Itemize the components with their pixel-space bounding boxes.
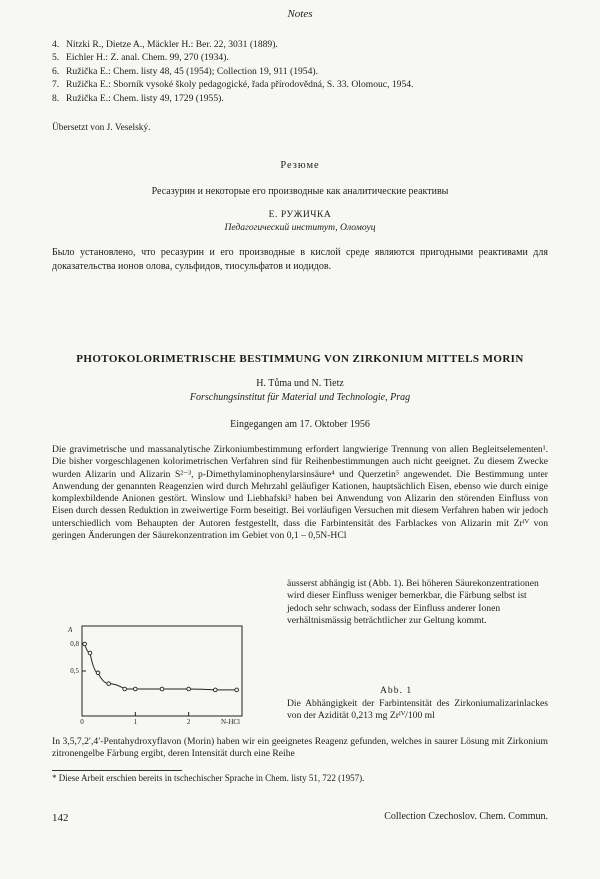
reference-item: 6. Ružička E.: Chem. listy 48, 45 (1954); Collection 19, 911 (1954). — [52, 65, 318, 77]
reference-list — [52, 38, 562, 105]
x-tick-label: 1 — [133, 718, 138, 726]
reference-item: 4. Nitzki R., Dietze A., Mäckler H.: Ber. 22, 3031 (1889). — [52, 39, 278, 50]
body-paragraph-2: In 3,5,7,2′,4′-Pentahydroxyflavon (Morin) haben wir ein geeignetes Reagenz gefunden, welches in saurer Lösung mit Zirkonium zitronengelbe Färbung ergibt, deren Intensität durch eine Reihe — [52, 736, 548, 760]
data-point — [160, 687, 164, 691]
y-axis-label: A — [68, 626, 73, 634]
summary-title: Ресазурин и некоторые его производные как аналитические реактивы — [151, 186, 449, 197]
data-point — [107, 682, 111, 686]
body-paragraph-1-continued: äusserst abhängig ist (Abb. 1). Bei höheren Säurekonzentrationen wird dieser Einfluss weniger bemerkbar, die Färbung selbst ist jedoch sehr schwach, sodass der Einfluss anderer Ionen verhältnismässig beträchtlicher zur Geltung kommt. — [287, 578, 539, 626]
data-point — [134, 687, 138, 691]
reference-item: 7. Ružička E.: Sborník vysoké školy pedagogické, řada přírodovědná, S. 33. Olomouc, 1954. — [52, 79, 414, 91]
footnote: * Diese Arbeit erschien bereits in tschechischer Sprache in Chem. listy 51, 722 (1957). — [52, 773, 365, 783]
reference-item: 5. Eichler H.: Z. anal. Chem. 99, 270 (1934). — [52, 52, 229, 64]
running-header: Notes — [287, 8, 313, 20]
article-authors: H. Tůma und N. Tietz — [256, 378, 344, 389]
data-point — [187, 687, 191, 691]
summary-heading: Резюме — [280, 160, 320, 171]
chart-svg — [52, 618, 252, 726]
journal-name: Collection Czechoslov. Chem. Commun. — [384, 811, 548, 822]
article-title: PHOTOKOLORIMETRISCHE BESTIMMUNG VON ZIRKONIUM MITTELS MORIN — [76, 353, 524, 365]
x-axis-label: N-HCl — [220, 718, 240, 726]
data-point — [83, 642, 87, 646]
x-tick-label: 0 — [80, 718, 84, 726]
body-paragraph-1: Die gravimetrische und massanalytische Zirkoniumbestimmung erfordert langwierige Trennung von allen Begleitselementen¹. Die bisher vorgeschlagenen kolorimetrischen Verfahren sind für Reihenbestimmungen auch nicht geeignet. Zu diesem Zwecke wurden Alizarin und Alizarin S²⁻³, p-Dimethylaminophenylarsinsäure⁴ und Querzetin⁵ angewendet. Die Bestimmung unter Anwendung der genannten Reagenzien wird durch Mehrzahl geläufiger Kationen, hauptsächlich Eisen, ebenso wie durch einige komplexbildende Anionen gestört. Winslow und Liebhafski³ haben bei Anwendung von Alizarin den störenden Einfluss von Eisen durch dessen Reduktion in zweiwertige Form beseitigt. Bei vorläufigen Versuchen mit diesem Verfahren haben wir jedoch unterschiedlich vom Behaupten der Autoren festgestellt, dass die Farbintensität des Farblackes von Alizarin mit Zrᴵⱽ von geringen Änderungen der Säurekonzentration im Gebiet von 0,1 – 0,5N-HCl — [52, 444, 548, 541]
data-point — [214, 688, 218, 692]
figure-1-chart — [52, 618, 252, 726]
page-number: 142 — [52, 812, 69, 824]
summary-author: Е. РУЖИЧКА — [268, 209, 332, 220]
reference-item: 8. Ružička E.: Chem. listy 49, 1729 (1955). — [52, 92, 224, 104]
y-tick-label: 0,5 — [70, 667, 79, 675]
summary-institute: Педагогический институт, Оломоуц — [224, 222, 376, 233]
footnote-rule — [52, 770, 182, 771]
y-tick-label: 0,8 — [70, 640, 79, 648]
translator-note: Übersetzt von J. Veselský. — [52, 123, 151, 133]
data-point — [88, 651, 92, 655]
data-point — [235, 688, 239, 692]
summary-body: Было установлено, что ресазурин и его производные в кислой среде являются пригодными реактивами для доказательства ионов олова, сульфидов, тиосульфатов и иодидов. — [52, 247, 548, 272]
article-institute: Forschungsinstitut für Material und Technologie, Prag — [189, 392, 411, 403]
received-date: Eingegangen am 17. Oktober 1956 — [230, 419, 370, 430]
data-point — [123, 687, 127, 691]
x-tick-label: 2 — [186, 718, 191, 726]
figure-label: Abb. 1 — [380, 685, 413, 696]
plot-frame — [82, 626, 242, 716]
data-point — [96, 671, 100, 675]
figure-caption: Die Abhängigkeit der Farbintensität des Zirkoniumalizarinlackes von der Azidität 0,213 mg Zrᴵⱽ/100 ml — [287, 698, 548, 722]
